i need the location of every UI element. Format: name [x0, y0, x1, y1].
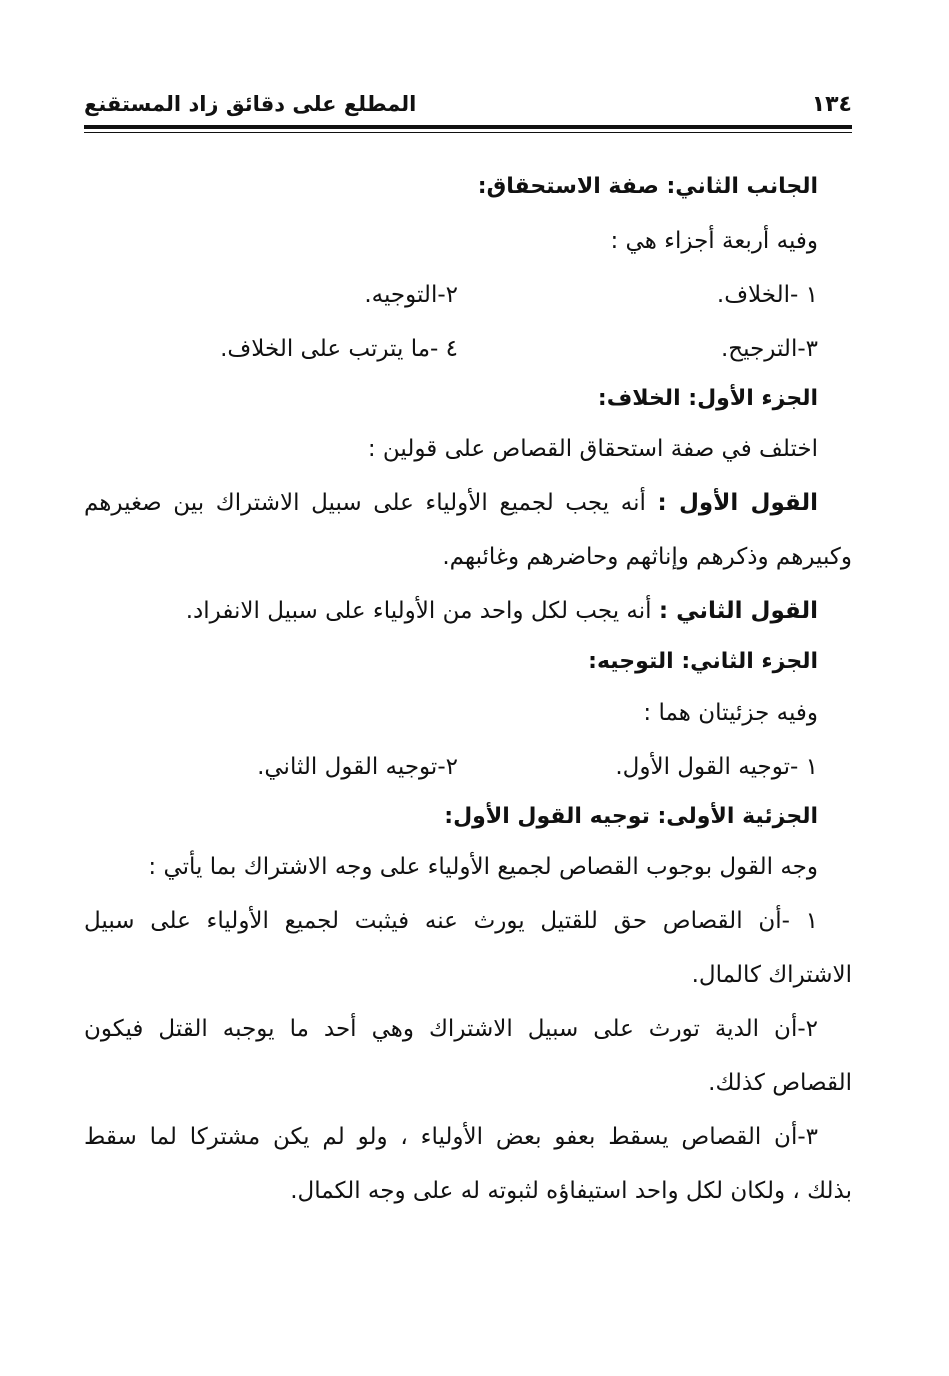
section-intro: وفيه أربعة أجزاء هي : [610, 228, 818, 254]
header-rule-thick [84, 125, 852, 129]
sub1-heading: الجزئية الأولى: توجيه القول الأول: [444, 804, 818, 829]
part1-heading: الجزء الأول: الخلاف: [597, 386, 818, 411]
header-rule-thin [84, 132, 852, 133]
first-opinion-text: أنه يجب لجميع الأولياء على سبيل الاشتراك بين صغيرهم [84, 490, 646, 516]
reason-2: ٢-أن الدية تورث على سبيل الاشتراك وهي أحد ما يوجبه القتل فيكون [84, 1016, 818, 1042]
reason-2-continued: القصاص كذلك. [708, 1070, 852, 1096]
part2-item-1: ١ -توجيه القول الأول. [615, 754, 818, 780]
second-opinion-text: أنه يجب لكل واحد من الأولياء على سبيل الانفراد. [185, 598, 652, 624]
second-opinion [84, 584, 852, 638]
reason-3-continued: بذلك ، ولكان لكل واحد استيفاؤه لثبوته له على وجه الكمال. [290, 1178, 852, 1204]
parts-row-1 [84, 268, 852, 322]
page-number: ١٣٤ [811, 92, 852, 117]
parts-row-2 [84, 322, 852, 376]
second-opinion-label: القول الثاني : [658, 598, 818, 624]
part1-intro: اختلف في صفة استحقاق القصاص على قولين : [367, 436, 818, 462]
part-item-4: ٤ -ما يترتب على الخلاف. [220, 336, 458, 362]
part2-intro: وفيه جزئيتان هما : [643, 700, 818, 726]
first-opinion [84, 476, 852, 530]
section-heading: الجانب الثاني: صفة الاستحقاق: [477, 174, 818, 199]
reason-1: ١ -أن القصاص حق للقتيل يورث عنه فيثبت لجميع الأولياء على سبيل [84, 908, 818, 934]
part2-items-row [84, 740, 852, 794]
part2-heading: الجزء الثاني: التوجيه: [588, 649, 818, 674]
sub1-intro: وجه القول بوجوب القصاص لجميع الأولياء على وجه الاشتراك بما يأتي : [148, 854, 818, 880]
page-body [84, 160, 852, 1218]
page-header [84, 92, 852, 122]
reason-1-continued: الاشتراك كالمال. [691, 962, 852, 988]
part-item-2: ٢-التوجيه. [364, 282, 458, 308]
part-item-3: ٣-الترجيح. [720, 336, 818, 362]
reason-3: ٣-أن القصاص يسقط بعفو بعض الأولياء ، ولو لم يكن مشتركا لما سقط [84, 1124, 818, 1150]
part2-item-2: ٢-توجيه القول الثاني. [257, 754, 458, 780]
running-title: المطلع على دقائق زاد المستقنع [84, 92, 417, 116]
first-opinion-label: القول الأول : [657, 490, 818, 516]
part-item-1: ١ -الخلاف. [716, 282, 818, 308]
first-opinion-continued: وكبيرهم وذكرهم وإناثهم وحاضرهم وغائبهم. [442, 544, 852, 570]
